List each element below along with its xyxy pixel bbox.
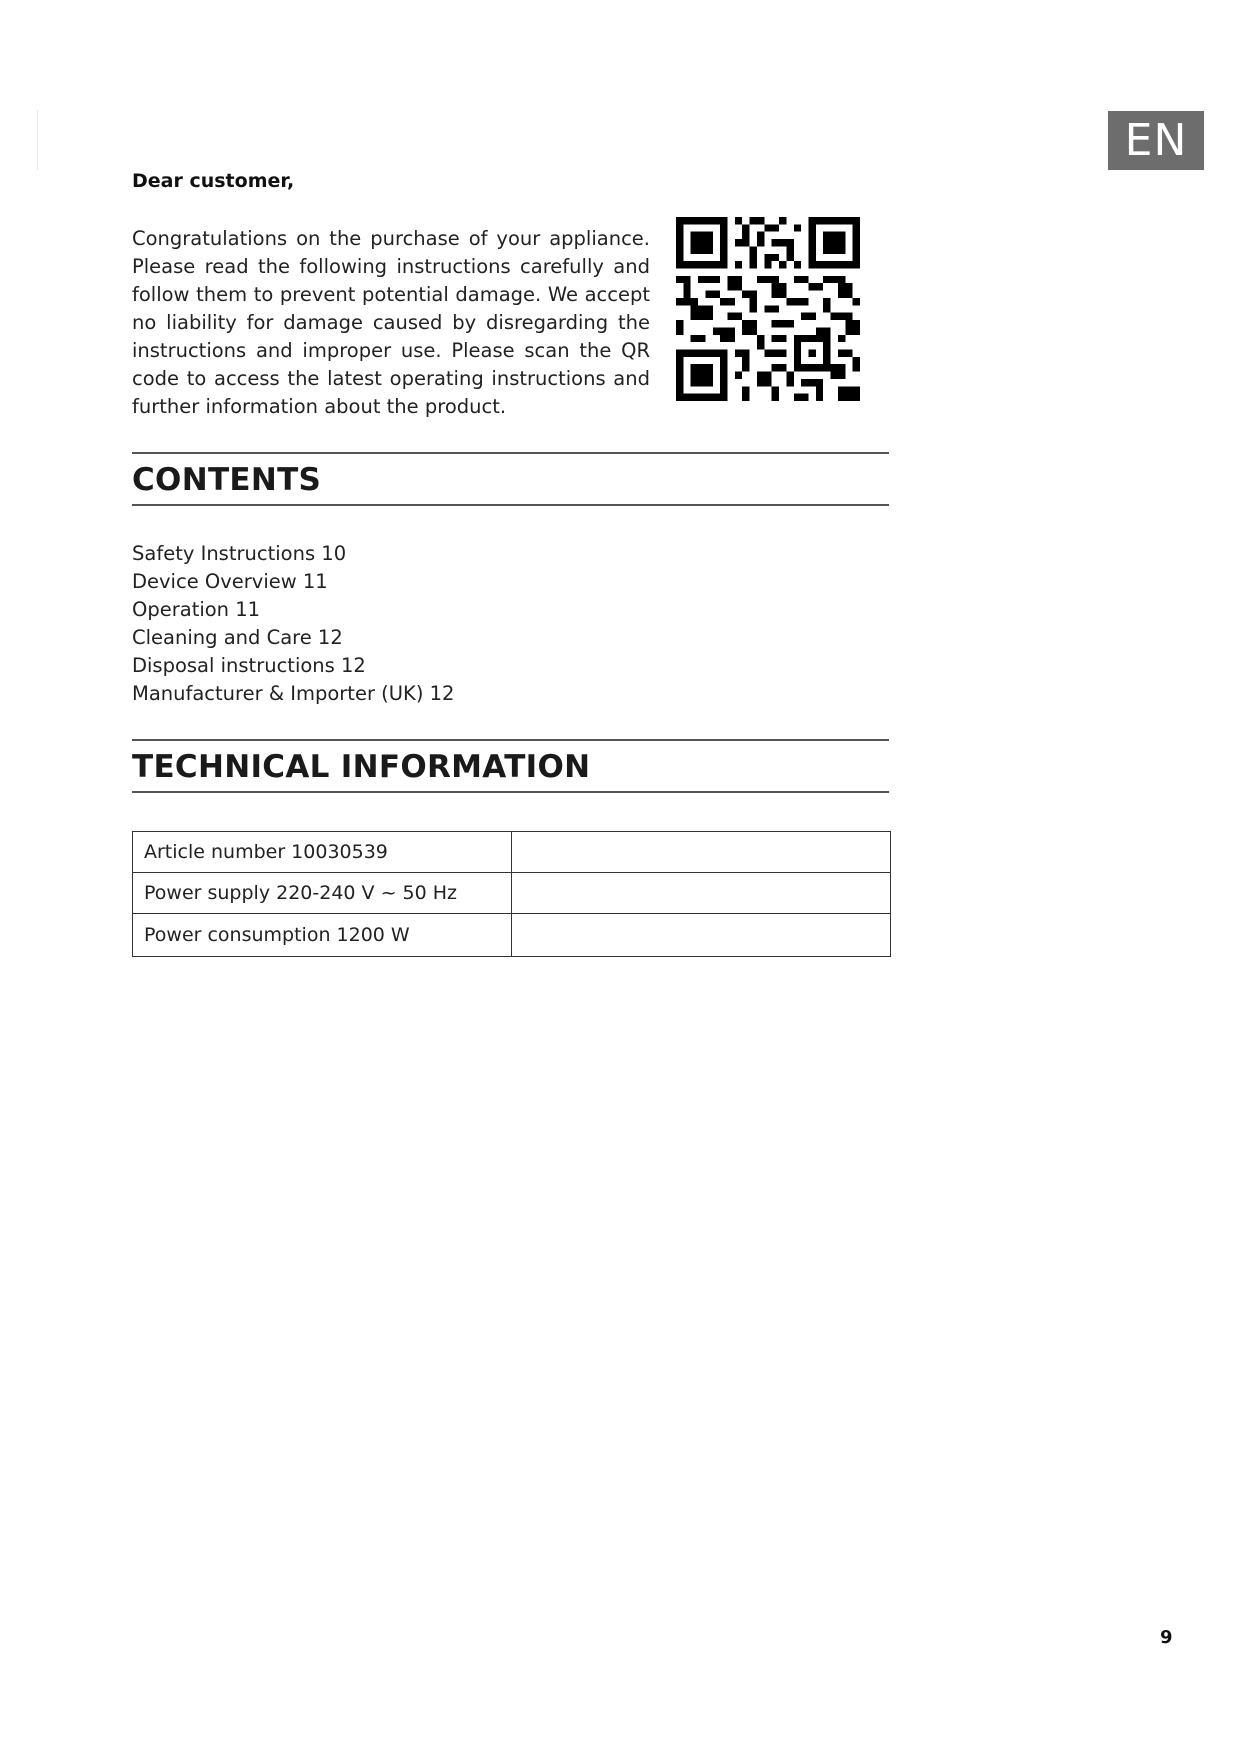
language-badge: EN (1108, 111, 1204, 170)
technical-table (132, 831, 891, 957)
technical-bottom-rule (132, 791, 889, 793)
greeting: Dear customer, (132, 170, 295, 192)
table-cell-label: Power consumption 1200 W (133, 914, 512, 957)
contents-title: CONTENTS (132, 462, 322, 498)
table-cell-label: Power supply 220-240 V ~ 50 Hz (133, 873, 512, 914)
contents-item[interactable]: Manufacturer & Importer (UK) 12 (132, 682, 455, 705)
table-row (133, 914, 891, 957)
table-row (133, 873, 891, 914)
contents-item[interactable]: Operation 11 (132, 598, 261, 621)
contents-item[interactable]: Cleaning and Care 12 (132, 626, 343, 649)
contents-item[interactable]: Safety Instructions 10 (132, 542, 347, 565)
table-cell-value (512, 873, 891, 914)
table-cell-value (512, 832, 891, 873)
contents-item[interactable]: Device Overview 11 (132, 570, 328, 593)
page-number: 9 (1160, 1627, 1173, 1648)
qr-code[interactable] (676, 217, 860, 401)
technical-title: TECHNICAL INFORMATION (132, 749, 591, 785)
contents-item[interactable]: Disposal instructions 12 (132, 654, 366, 677)
contents-list (132, 540, 454, 708)
table-row (133, 832, 891, 873)
intro-paragraph: Congratulations on the purchase of your appliance. Please read the following instructions carefully and follow them to prevent potential damage. We accept no liability for damage caused by disregarding the instructions and improper use. Please scan the QR code to access the latest operating instructions and further information about the product. (132, 227, 650, 418)
table-cell-label: Article number 10030539 (133, 832, 512, 873)
table-cell-value (512, 914, 891, 957)
technical-top-rule (132, 739, 889, 741)
contents-bottom-rule (132, 504, 889, 506)
contents-top-rule (132, 452, 889, 454)
margin-marker (37, 110, 38, 170)
